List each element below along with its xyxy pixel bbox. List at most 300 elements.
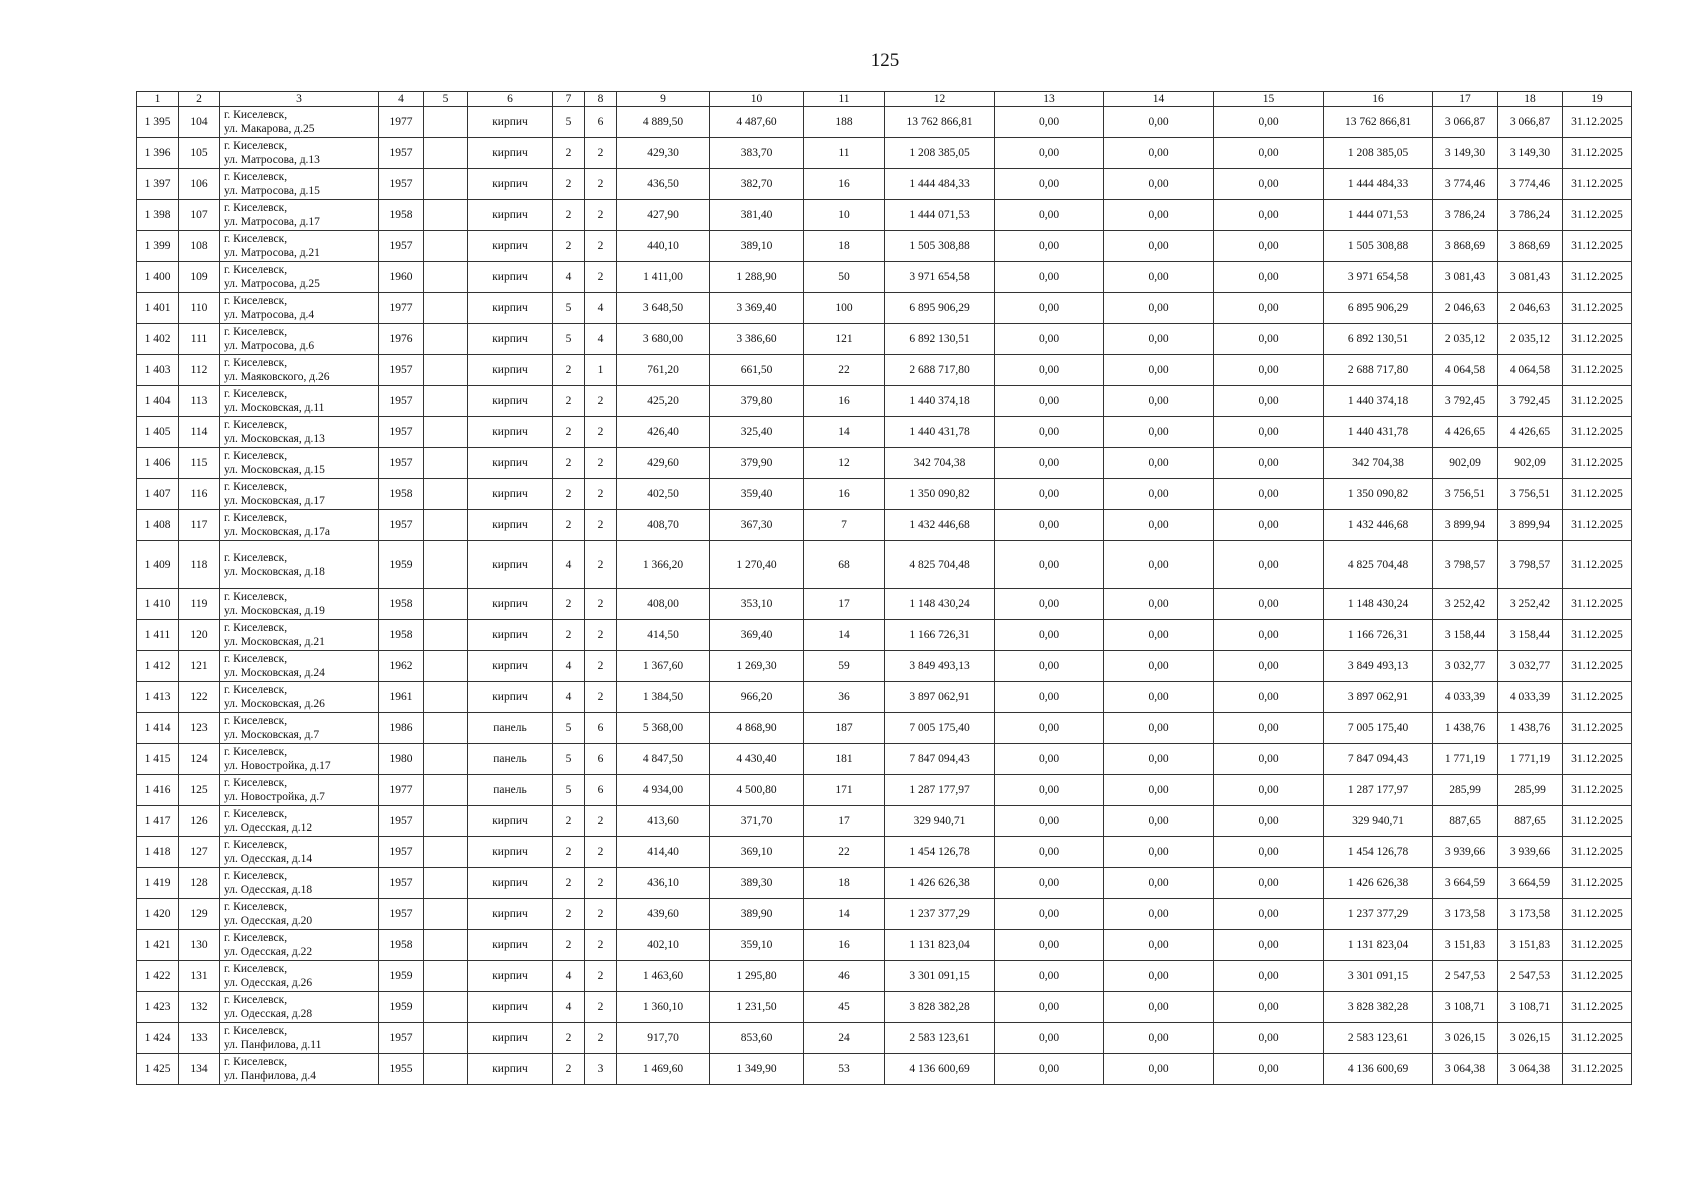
item-number: 120: [179, 620, 220, 651]
table-row: [137, 837, 1632, 868]
column-5-cell: [424, 231, 468, 262]
completion-date: 31.12.2025: [1563, 417, 1632, 448]
total-area: 1 384,50: [617, 682, 710, 713]
column-16-value: 1 432 446,68: [1324, 510, 1433, 541]
address-city: г. Киселевск,: [224, 326, 288, 338]
living-area: 389,10: [710, 231, 804, 262]
column-15-value: 0,00: [1214, 107, 1324, 138]
cost-per-sqm: 3 158,44: [1433, 620, 1498, 651]
address-city: г. Киселевск,: [224, 994, 288, 1006]
column-13-value: 0,00: [995, 262, 1104, 293]
record-number: 1 397: [137, 169, 179, 200]
completion-date: 31.12.2025: [1563, 1054, 1632, 1085]
residents-count: 100: [804, 293, 885, 324]
column-5-cell: [424, 868, 468, 899]
record-number: 1 425: [137, 1054, 179, 1085]
residents-count: 181: [804, 744, 885, 775]
living-area: 1 270,40: [710, 541, 804, 589]
residents-count: 17: [804, 806, 885, 837]
wall-material: кирпич: [468, 837, 553, 868]
floors: 2: [553, 510, 585, 541]
total-area: 439,60: [617, 899, 710, 930]
column-15-value: 0,00: [1214, 293, 1324, 324]
living-area: 4 500,80: [710, 775, 804, 806]
column-5-cell: [424, 899, 468, 930]
item-number: 114: [179, 417, 220, 448]
table-row: [137, 107, 1632, 138]
build-year: 1959: [379, 961, 424, 992]
column-16-value: 4 136 600,69: [1324, 1054, 1433, 1085]
address-city: г. Киселевск,: [224, 171, 288, 183]
cost-per-sqm: 3 026,15: [1433, 1023, 1498, 1054]
build-year: 1959: [379, 992, 424, 1023]
item-number: 119: [179, 589, 220, 620]
column-header-18: 18: [1498, 92, 1563, 107]
record-number: 1 408: [137, 510, 179, 541]
table-row: [137, 806, 1632, 837]
cost-per-sqm: 4 033,39: [1433, 682, 1498, 713]
column-header-8: 8: [585, 92, 617, 107]
wall-material: кирпич: [468, 682, 553, 713]
total-area: 414,50: [617, 620, 710, 651]
column-5-cell: [424, 620, 468, 651]
address-street: ул. Матросова, д.4: [224, 309, 315, 321]
column-14-value: 0,00: [1104, 169, 1214, 200]
column-13-value: 0,00: [995, 355, 1104, 386]
total-area: 414,40: [617, 837, 710, 868]
floors: 4: [553, 541, 585, 589]
floors: 2: [553, 868, 585, 899]
item-number: 123: [179, 713, 220, 744]
address-city: г. Киселевск,: [224, 777, 288, 789]
floors: 2: [553, 620, 585, 651]
column-5-cell: [424, 510, 468, 541]
column-header-19: 19: [1563, 92, 1632, 107]
column-16-value: 7 005 175,40: [1324, 713, 1433, 744]
column-header-17: 17: [1433, 92, 1498, 107]
floors: 5: [553, 324, 585, 355]
item-number: 122: [179, 682, 220, 713]
cost-per-sqm: 3 252,42: [1433, 589, 1498, 620]
column-14-value: 0,00: [1104, 448, 1214, 479]
column-15-value: 0,00: [1214, 837, 1324, 868]
column-14-value: 0,00: [1104, 806, 1214, 837]
column-14-value: 0,00: [1104, 744, 1214, 775]
column-13-value: 0,00: [995, 107, 1104, 138]
address: [220, 169, 379, 200]
record-number: 1 407: [137, 479, 179, 510]
column-14-value: 0,00: [1104, 992, 1214, 1023]
entrances: 6: [585, 713, 617, 744]
address: [220, 541, 379, 589]
total-cost: 2 688 717,80: [885, 355, 995, 386]
column-13-value: 0,00: [995, 682, 1104, 713]
record-number: 1 409: [137, 541, 179, 589]
column-14-value: 0,00: [1104, 589, 1214, 620]
column-14-value: 0,00: [1104, 541, 1214, 589]
wall-material: кирпич: [468, 541, 553, 589]
column-15-value: 0,00: [1214, 899, 1324, 930]
total-area: 1 469,60: [617, 1054, 710, 1085]
column-5-cell: [424, 682, 468, 713]
column-13-value: 0,00: [995, 651, 1104, 682]
entrances: 2: [585, 961, 617, 992]
entrances: 1: [585, 355, 617, 386]
column-16-value: 2 583 123,61: [1324, 1023, 1433, 1054]
column-15-value: 0,00: [1214, 651, 1324, 682]
entrances: 2: [585, 682, 617, 713]
total-area: 408,00: [617, 589, 710, 620]
table-row: [137, 1023, 1632, 1054]
living-area: 661,50: [710, 355, 804, 386]
table-row: [137, 620, 1632, 651]
total-cost: 2 583 123,61: [885, 1023, 995, 1054]
total-cost: 1 440 431,78: [885, 417, 995, 448]
floors: 2: [553, 589, 585, 620]
column-18-value: 4 033,39: [1498, 682, 1563, 713]
address-street: ул. Московская, д.26: [224, 698, 325, 710]
address-city: г. Киселевск,: [224, 684, 288, 696]
build-year: 1957: [379, 510, 424, 541]
item-number: 116: [179, 479, 220, 510]
residents-count: 59: [804, 651, 885, 682]
item-number: 128: [179, 868, 220, 899]
column-header-12: 12: [885, 92, 995, 107]
residents-count: 171: [804, 775, 885, 806]
column-16-value: 1 350 090,82: [1324, 479, 1433, 510]
address-street: ул. Панфилова, д.4: [224, 1070, 316, 1082]
completion-date: 31.12.2025: [1563, 200, 1632, 231]
total-area: 436,10: [617, 868, 710, 899]
completion-date: 31.12.2025: [1563, 620, 1632, 651]
table-row: [137, 293, 1632, 324]
entrances: 6: [585, 744, 617, 775]
column-15-value: 0,00: [1214, 324, 1324, 355]
record-number: 1 403: [137, 355, 179, 386]
residents-count: 14: [804, 620, 885, 651]
column-15-value: 0,00: [1214, 620, 1324, 651]
column-16-value: 7 847 094,43: [1324, 744, 1433, 775]
completion-date: 31.12.2025: [1563, 1023, 1632, 1054]
cost-per-sqm: 3 151,83: [1433, 930, 1498, 961]
table-row: [137, 262, 1632, 293]
column-header-16: 16: [1324, 92, 1433, 107]
address: [220, 138, 379, 169]
item-number: 109: [179, 262, 220, 293]
floors: 2: [553, 1023, 585, 1054]
address-street: ул. Одесская, д.18: [224, 884, 313, 896]
total-area: 4 847,50: [617, 744, 710, 775]
build-year: 1957: [379, 1023, 424, 1054]
cost-per-sqm: 3 899,94: [1433, 510, 1498, 541]
column-15-value: 0,00: [1214, 386, 1324, 417]
column-13-value: 0,00: [995, 620, 1104, 651]
entrances: 2: [585, 262, 617, 293]
table-row: [137, 169, 1632, 200]
total-area: 427,90: [617, 200, 710, 231]
build-year: 1977: [379, 107, 424, 138]
item-number: 106: [179, 169, 220, 200]
column-13-value: 0,00: [995, 169, 1104, 200]
table-row: [137, 448, 1632, 479]
column-14-value: 0,00: [1104, 200, 1214, 231]
column-13-value: 0,00: [995, 324, 1104, 355]
address-street: ул. Одесская, д.26: [224, 977, 313, 989]
living-area: 966,20: [710, 682, 804, 713]
build-year: 1958: [379, 620, 424, 651]
build-year: 1957: [379, 837, 424, 868]
table-row: [137, 417, 1632, 448]
address: [220, 682, 379, 713]
item-number: 105: [179, 138, 220, 169]
address-city: г. Киселевск,: [224, 1025, 288, 1037]
table-row: [137, 231, 1632, 262]
total-cost: 3 849 493,13: [885, 651, 995, 682]
column-16-value: 3 849 493,13: [1324, 651, 1433, 682]
column-15-value: 0,00: [1214, 417, 1324, 448]
wall-material: кирпич: [468, 620, 553, 651]
completion-date: 31.12.2025: [1563, 961, 1632, 992]
column-13-value: 0,00: [995, 200, 1104, 231]
column-16-value: 3 828 382,28: [1324, 992, 1433, 1023]
entrances: 2: [585, 620, 617, 651]
cost-per-sqm: 3 774,46: [1433, 169, 1498, 200]
table-row: [137, 1054, 1632, 1085]
table-row: [137, 682, 1632, 713]
residents-count: 50: [804, 262, 885, 293]
entrances: 2: [585, 930, 617, 961]
column-14-value: 0,00: [1104, 417, 1214, 448]
entrances: 2: [585, 417, 617, 448]
column-13-value: 0,00: [995, 510, 1104, 541]
total-cost: 1 287 177,97: [885, 775, 995, 806]
column-14-value: 0,00: [1104, 386, 1214, 417]
cost-per-sqm: 3 149,30: [1433, 138, 1498, 169]
build-year: 1977: [379, 775, 424, 806]
address: [220, 744, 379, 775]
address: [220, 806, 379, 837]
column-15-value: 0,00: [1214, 448, 1324, 479]
wall-material: кирпич: [468, 651, 553, 682]
wall-material: кирпич: [468, 231, 553, 262]
column-14-value: 0,00: [1104, 930, 1214, 961]
column-13-value: 0,00: [995, 479, 1104, 510]
column-13-value: 0,00: [995, 386, 1104, 417]
record-number: 1 405: [137, 417, 179, 448]
wall-material: кирпич: [468, 355, 553, 386]
column-13-value: 0,00: [995, 1054, 1104, 1085]
column-15-value: 0,00: [1214, 169, 1324, 200]
total-area: 413,60: [617, 806, 710, 837]
column-header-5: 5: [424, 92, 468, 107]
column-13-value: 0,00: [995, 448, 1104, 479]
total-area: 3 648,50: [617, 293, 710, 324]
entrances: 6: [585, 107, 617, 138]
total-area: 440,10: [617, 231, 710, 262]
address-city: г. Киселевск,: [224, 591, 288, 603]
floors: 2: [553, 386, 585, 417]
address: [220, 386, 379, 417]
table-row: [137, 324, 1632, 355]
living-area: 325,40: [710, 417, 804, 448]
wall-material: кирпич: [468, 324, 553, 355]
column-13-value: 0,00: [995, 930, 1104, 961]
column-15-value: 0,00: [1214, 510, 1324, 541]
column-5-cell: [424, 293, 468, 324]
address-city: г. Киселевск,: [224, 295, 288, 307]
build-year: 1958: [379, 479, 424, 510]
address-street: ул. Московская, д.13: [224, 433, 325, 445]
column-15-value: 0,00: [1214, 138, 1324, 169]
column-5-cell: [424, 930, 468, 961]
living-area: 369,40: [710, 620, 804, 651]
living-area: 389,30: [710, 868, 804, 899]
completion-date: 31.12.2025: [1563, 324, 1632, 355]
floors: 2: [553, 806, 585, 837]
entrances: 3: [585, 1054, 617, 1085]
total-area: 408,70: [617, 510, 710, 541]
total-area: 429,30: [617, 138, 710, 169]
column-18-value: 3 032,77: [1498, 651, 1563, 682]
address-street: ул. Московская, д.19: [224, 605, 325, 617]
entrances: 2: [585, 837, 617, 868]
completion-date: 31.12.2025: [1563, 868, 1632, 899]
column-16-value: 1 440 431,78: [1324, 417, 1433, 448]
wall-material: панель: [468, 713, 553, 744]
total-cost: 6 895 906,29: [885, 293, 995, 324]
column-14-value: 0,00: [1104, 324, 1214, 355]
residents-count: 187: [804, 713, 885, 744]
column-16-value: 13 762 866,81: [1324, 107, 1433, 138]
cost-per-sqm: 3 786,24: [1433, 200, 1498, 231]
column-16-value: 3 301 091,15: [1324, 961, 1433, 992]
total-area: 1 360,10: [617, 992, 710, 1023]
item-number: 117: [179, 510, 220, 541]
column-header-1: 1: [137, 92, 179, 107]
completion-date: 31.12.2025: [1563, 806, 1632, 837]
wall-material: панель: [468, 744, 553, 775]
total-area: 1 463,60: [617, 961, 710, 992]
column-16-value: 1 440 374,18: [1324, 386, 1433, 417]
total-area: 761,20: [617, 355, 710, 386]
column-14-value: 0,00: [1104, 837, 1214, 868]
address-city: г. Киселевск,: [224, 870, 288, 882]
living-area: 1 295,80: [710, 961, 804, 992]
floors: 2: [553, 355, 585, 386]
address-street: ул. Матросова, д.15: [224, 185, 320, 197]
column-18-value: 902,09: [1498, 448, 1563, 479]
item-number: 129: [179, 899, 220, 930]
record-number: 1 398: [137, 200, 179, 231]
column-5-cell: [424, 651, 468, 682]
residents-count: 22: [804, 837, 885, 868]
column-15-value: 0,00: [1214, 930, 1324, 961]
living-area: 359,40: [710, 479, 804, 510]
column-5-cell: [424, 589, 468, 620]
address: [220, 930, 379, 961]
address-city: г. Киселевск,: [224, 808, 288, 820]
address-city: г. Киселевск,: [224, 419, 288, 431]
table-row: [137, 355, 1632, 386]
column-18-value: 3 158,44: [1498, 620, 1563, 651]
column-header-13: 13: [995, 92, 1104, 107]
living-area: 381,40: [710, 200, 804, 231]
floors: 2: [553, 479, 585, 510]
address-city: г. Киселевск,: [224, 388, 288, 400]
wall-material: кирпич: [468, 138, 553, 169]
column-15-value: 0,00: [1214, 992, 1324, 1023]
cost-per-sqm: 2 046,63: [1433, 293, 1498, 324]
living-area: 379,80: [710, 386, 804, 417]
floors: 4: [553, 262, 585, 293]
address: [220, 510, 379, 541]
residents-count: 18: [804, 868, 885, 899]
completion-date: 31.12.2025: [1563, 293, 1632, 324]
column-18-value: 1 438,76: [1498, 713, 1563, 744]
entrances: 4: [585, 324, 617, 355]
address-city: г. Киселевск,: [224, 233, 288, 245]
table-row: [137, 775, 1632, 806]
column-5-cell: [424, 448, 468, 479]
column-14-value: 0,00: [1104, 620, 1214, 651]
address-street: ул. Московская, д.15: [224, 464, 325, 476]
entrances: 2: [585, 1023, 617, 1054]
cost-per-sqm: 3 868,69: [1433, 231, 1498, 262]
address-street: ул. Одесская, д.28: [224, 1008, 313, 1020]
completion-date: 31.12.2025: [1563, 713, 1632, 744]
address: [220, 899, 379, 930]
column-13-value: 0,00: [995, 293, 1104, 324]
residents-count: 14: [804, 417, 885, 448]
column-18-value: 4 064,58: [1498, 355, 1563, 386]
floors: 2: [553, 138, 585, 169]
entrances: 2: [585, 868, 617, 899]
wall-material: кирпич: [468, 200, 553, 231]
cost-per-sqm: 3 792,45: [1433, 386, 1498, 417]
build-year: 1962: [379, 651, 424, 682]
column-14-value: 0,00: [1104, 479, 1214, 510]
living-area: 367,30: [710, 510, 804, 541]
column-18-value: 4 426,65: [1498, 417, 1563, 448]
cost-per-sqm: 3 664,59: [1433, 868, 1498, 899]
column-15-value: 0,00: [1214, 479, 1324, 510]
column-18-value: 3 792,45: [1498, 386, 1563, 417]
completion-date: 31.12.2025: [1563, 138, 1632, 169]
floors: 2: [553, 448, 585, 479]
residents-count: 121: [804, 324, 885, 355]
total-cost: 1 131 823,04: [885, 930, 995, 961]
column-5-cell: [424, 775, 468, 806]
item-number: 131: [179, 961, 220, 992]
column-18-value: 3 899,94: [1498, 510, 1563, 541]
address-street: ул. Матросова, д.25: [224, 278, 320, 290]
total-cost: 3 828 382,28: [885, 992, 995, 1023]
entrances: 2: [585, 651, 617, 682]
address: [220, 293, 379, 324]
cost-per-sqm: 3 032,77: [1433, 651, 1498, 682]
address-street: ул. Московская, д.24: [224, 667, 325, 679]
table-row: [137, 744, 1632, 775]
total-cost: 1 444 484,33: [885, 169, 995, 200]
entrances: 2: [585, 899, 617, 930]
column-16-value: 1 166 726,31: [1324, 620, 1433, 651]
column-18-value: 1 771,19: [1498, 744, 1563, 775]
cost-per-sqm: 902,09: [1433, 448, 1498, 479]
item-number: 115: [179, 448, 220, 479]
wall-material: кирпич: [468, 479, 553, 510]
living-area: 383,70: [710, 138, 804, 169]
residents-count: 16: [804, 930, 885, 961]
